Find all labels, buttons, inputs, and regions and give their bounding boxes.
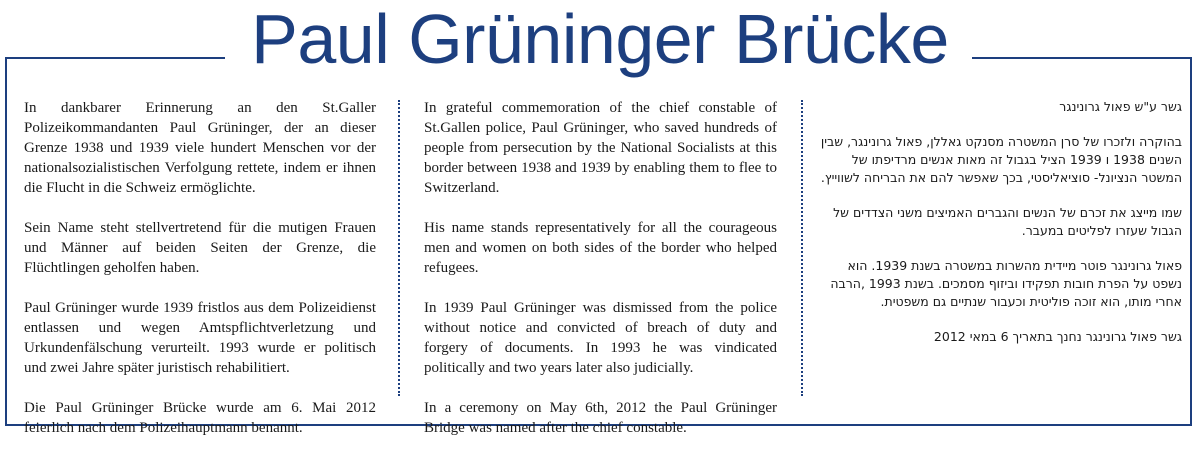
column-divider-1 [398,100,400,396]
german-paragraph-4: Die Paul Grüninger Brücke wurde am 6. Mai 2012 feierlich nach dem Polizeihauptmann benannt. [24,400,376,436]
english-paragraph-3: In 1939 Paul Grüninger was dismissed from the police without notice and convicted of breach of duty and forgery of documents. In 1993 he was vindicated politically and two years later also judicially. [424,300,777,376]
hebrew-column [820,98,1182,363]
hebrew-paragraph-1: בהוקרה ולזכרו של סרן המשטרה מסנקט גאללן, פאול גרונינגר, שבין השנים 1938 ו 1939 הציל בגבול זה מאות אנשים מרדיפתו של המשטר הנציונל- סוציאליסטי, בכך שאפשר להם את הבריחה לשווייץ. [820,134,1182,185]
column-divider-2 [801,100,803,396]
hebrew-paragraph-2: שמו מייצג את זכרם של הנשים והגברים האמיצים משני הצדדים של הגבול שעזרו לפליטים במעבר. [833,205,1182,238]
german-paragraph-2: Sein Name steht stellvertretend für die mutigen Frauen und Männer auf beiden Seiten der Grenze, die Flüchtlingen geholfen haben. [24,220,376,276]
german-column [24,98,376,458]
german-paragraph-1: In dankbarer Erinnerung an den St.Galler Polizeikommandanten Paul Grüninger, der an dieser Grenze 1938 und 1939 viele hundert Menschen vor der nationalsozialistischen Verfolgung rettete, indem er ihnen die Flucht in die Schweiz ermöglichte. [24,100,376,196]
english-column [424,98,777,458]
german-paragraph-3: Paul Grüninger wurde 1939 fristlos aus dem Polizeidienst entlassen und wegen Amtspflichtverletzung und Urkundenfälschung verurteilt. 1993 wurde er politisch und zwei Jahre später juristisch rehabilitiert. [24,300,376,376]
hebrew-heading: גשר ע"ש פאול גרונינגר [1059,99,1182,114]
hebrew-paragraph-3: פאול גרונינגר פוטר מיידית מהשרות במשטרה בשנת 1939. הוא נשפט על הפרת חובות תפקידו וביזוף מסמכים. בשנת 1993 ,הרבה אחרי מותו, הוא זוכה פוליטית וכעבור שנתיים גם משפטית. [830,258,1182,309]
english-paragraph-2: His name stands representatively for all the courageous men and women on both sides of the border who helped refugees. [424,220,777,276]
english-paragraph-1: In grateful commemoration of the chief constable of St.Gallen police, Paul Grüninger, who saved hundreds of people from persecution by the National Socialists at this border between 1938 and 1939 by enabling them to flee to Switzerland. [424,100,777,196]
english-paragraph-4: In a ceremony on May 6th, 2012 the Paul Grüninger Bridge was named after the chief constable. [424,400,777,436]
page-title: Paul Grüninger Brücke [251,0,949,78]
hebrew-paragraph-4: גשר פאול גרונינגר נחנך בתאריך 6 במאי 2012 [933,329,1182,344]
